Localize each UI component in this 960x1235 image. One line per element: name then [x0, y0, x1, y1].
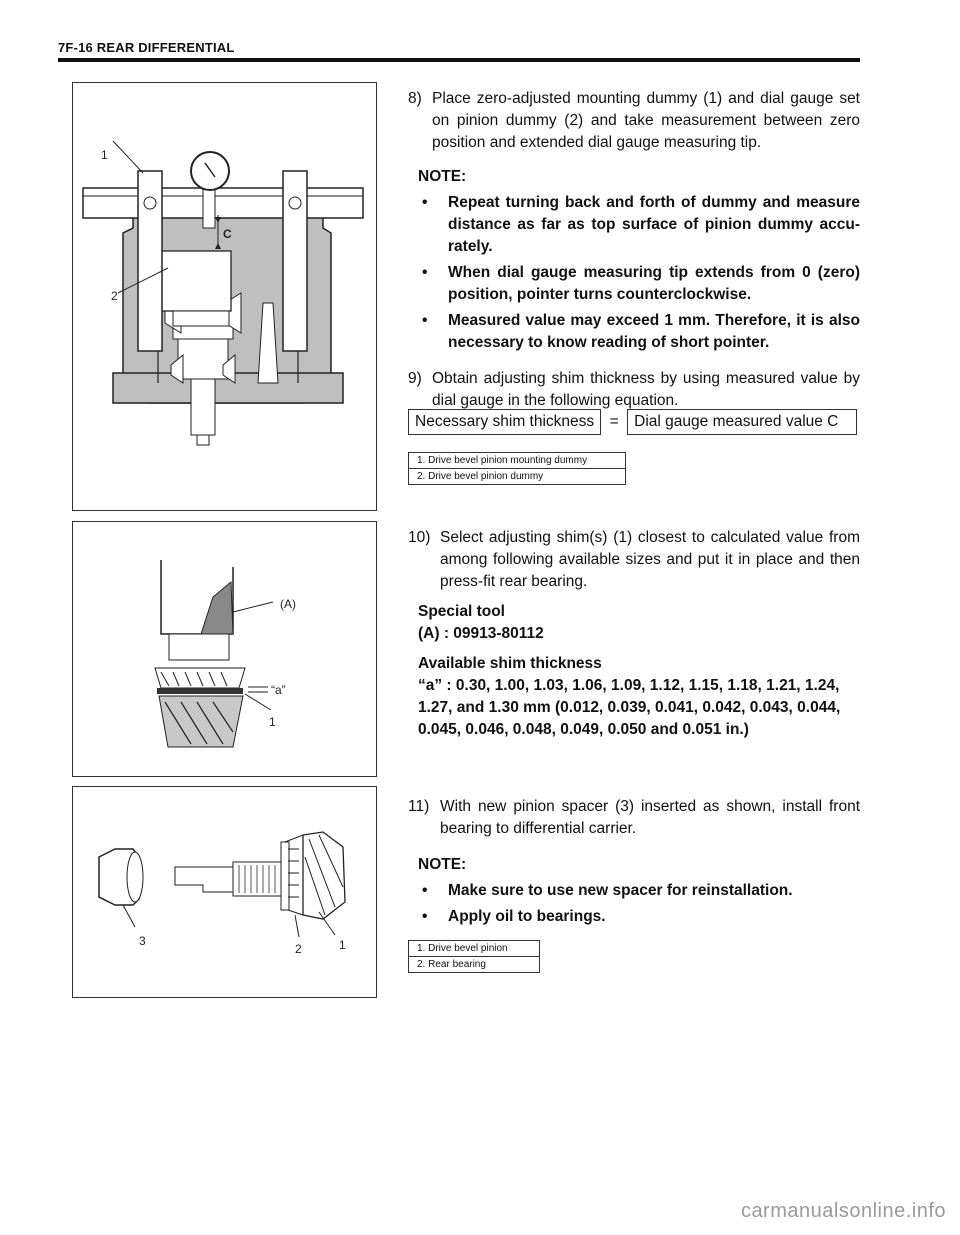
legend-item: 1. Drive bevel pinion: [409, 941, 540, 957]
shim-thickness-list: “a” : 0.30, 1.00, 1.03, 1.06, 1.09, 1.12, 1.15, 1.18, 1.21, 1.24, 1.27, and 1.30 mm (0.012, 0.039, 0.041, 0.042, 0.043, 0.044, 0.045, 0.046, 0.048, 0.049, 0.050 and 0.051 in.): [418, 677, 841, 738]
step-9-text: Obtain adjusting shim thickness by using measured value by dial gauge in the following equation.: [432, 370, 860, 409]
bullet-icon: •: [422, 908, 428, 925]
equation-equals: =: [609, 413, 619, 430]
note-title-1: NOTE:: [418, 168, 467, 185]
legend-table-2: [408, 940, 540, 973]
note-title-2: NOTE:: [418, 856, 467, 873]
watermark: carmanualsonline.info: [740, 1200, 946, 1222]
section1-text: [408, 88, 860, 412]
note-text: Measured value may exceed 1 mm. Therefore, it is also necessary to know reading of short pointer.: [448, 312, 860, 351]
note-item: [418, 880, 860, 902]
note-text: Repeat turning back and forth of dummy and measure distance as far as top surface of pinion dummy accu-rately.: [448, 194, 860, 255]
special-tool-title: Special tool: [418, 603, 505, 620]
figure-pinion-spacer: [72, 786, 377, 998]
legend-table-1: [408, 452, 626, 485]
step-8-text: Place zero-adjusted mounting dummy (1) and dial gauge set on pinion dummy (2) and take measurement between zero position and extended dial gauge measuring tip.: [432, 90, 860, 151]
figure1-label-2: 2: [111, 289, 118, 303]
step-10-number: 10): [408, 529, 431, 546]
figure2-label-1: 1: [269, 715, 276, 729]
step-9-number: 9): [408, 370, 422, 387]
note-text: Apply oil to bearings.: [448, 908, 606, 925]
step-9: [408, 368, 860, 412]
figure2-label-quote-a: “a”: [271, 683, 286, 697]
step-11-text: With new pinion spacer (3) inserted as shown, install front bearing to differential carrier.: [440, 798, 860, 837]
bullet-icon: •: [422, 882, 428, 899]
shim-title: Available shim thickness: [418, 655, 602, 672]
legend-item: 2. Rear bearing: [409, 957, 540, 973]
legend-item: 2. Drive bevel pinion dummy: [409, 469, 626, 485]
bullet-icon: •: [422, 264, 428, 281]
header-rule: [58, 58, 860, 62]
figure-press-fit-bearing: [72, 521, 377, 777]
note-text: When dial gauge measuring tip extends from 0 (zero) position, pointer turns counterclockwise.: [448, 264, 860, 303]
page-header-title: 7F-16 REAR DIFFERENTIAL: [58, 40, 235, 55]
section2-text: [408, 527, 860, 741]
bullet-icon: •: [422, 194, 428, 211]
figure1-label-1: 1: [101, 148, 108, 162]
note-item: [418, 310, 860, 354]
bullet-icon: •: [422, 312, 428, 329]
figure3-label-1: 1: [339, 938, 346, 952]
step-8-number: 8): [408, 90, 422, 107]
step-10: [408, 527, 860, 593]
figure1-label-c: C: [223, 227, 232, 241]
step-10-text: Select adjusting shim(s) (1) closest to calculated value from among following available sizes and put it in place and then press-fit rear bearing.: [440, 529, 860, 590]
figure-dial-gauge-setup: [72, 82, 377, 511]
figure2-label-a: (A): [280, 597, 296, 611]
dial-gauge-illustration: [73, 83, 376, 510]
pinion-spacer-illustration: [73, 787, 376, 997]
figure3-label-3: 3: [139, 934, 146, 948]
note-item: [418, 262, 860, 306]
section3-text: [408, 796, 860, 928]
equation-right-box: Dial gauge measured value C: [627, 409, 857, 435]
step-11-number: 11): [408, 798, 430, 815]
note-text: Make sure to use new spacer for reinstallation.: [448, 882, 793, 899]
step-11: [408, 796, 860, 840]
step-8: [408, 88, 860, 154]
press-fit-illustration: [73, 522, 376, 776]
note-item: [418, 906, 860, 928]
figure3-label-2: 2: [295, 942, 302, 956]
shim-equation: [408, 409, 857, 435]
note-item: [418, 192, 860, 258]
special-tool-value: (A) : 09913-80112: [418, 625, 544, 642]
legend-item: 1. Drive bevel pinion mounting dummy: [409, 453, 626, 469]
equation-left-box: Necessary shim thickness: [408, 409, 601, 435]
